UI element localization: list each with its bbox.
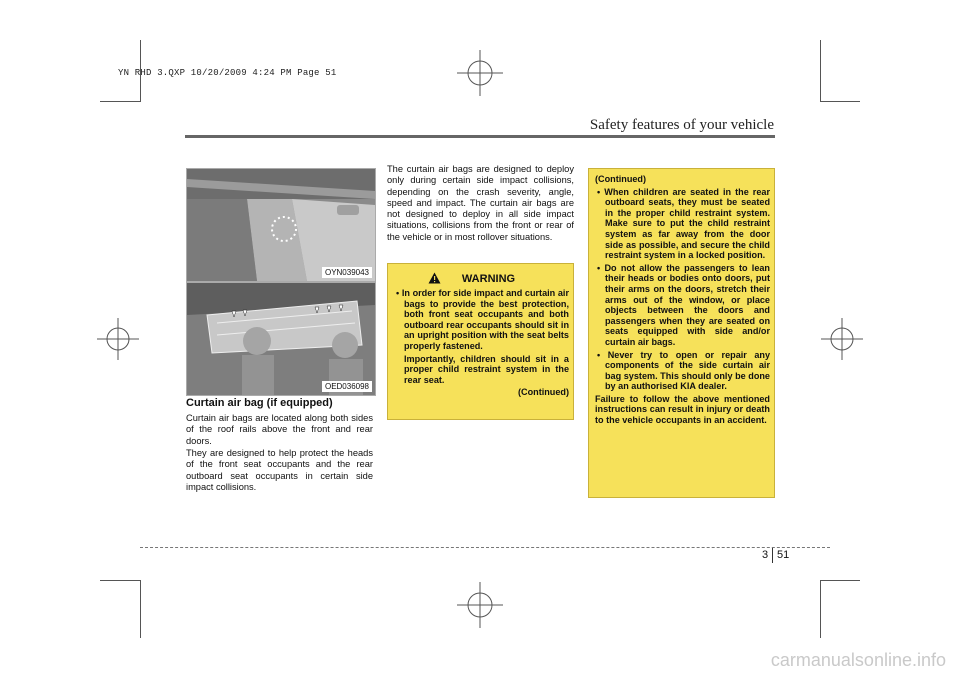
print-slug: YN RHD 3.QXP 10/20/2009 4:24 PM Page 51 [118,68,337,78]
photo-curtain-airbag-pillar [186,168,376,282]
crop-mark [820,580,821,638]
registration-mark-right [819,316,865,362]
registration-mark-top [455,48,505,98]
warning-bullet-text: Do not allow the passengers to lean their heads or bodies onto doors, put their arms on the doors, stretch their arms out of the window, or place objects between the doors and passengers when they are seated on seats equipped with side and/or curtain air bags. [604,262,770,347]
warning-bullet: • Do not allow the passengers to lean their heads or bodies onto doors, put their arms on the doors, stretch their arms out of the window, or place objects between the doors and passengers when they are seated on seats equipped with side and/or curtain air bags. [597,262,770,347]
warning-box [387,263,574,420]
footer-rule [140,547,830,548]
page-number: 51 [777,549,790,561]
section-title: Safety features of your vehicle [589,117,774,133]
warning-bullet: • Never try to open or repair any components of the side curtain air bag system. This should only be done by an authorised KIA dealer. [597,349,771,392]
photo-code: OYN039043 [322,267,372,278]
crop-mark [820,580,860,581]
curtain-airbag-heading: Curtain air bag (if equipped) [186,397,333,409]
photo-code: OED036098 [322,381,372,392]
warning-closing: Failure to follow the above mentioned instructions can result in injury or death to the vehicle occupants in an accident. [595,393,770,426]
crop-mark [140,580,141,638]
warning-continued: (Continued) [517,387,569,398]
warning-bullet-text: Never try to open or repair any components of the side curtain air bag system. This should only be done by an authorised KIA dealer. [605,349,771,392]
warning-bullet: • In order for side impact and curtain air bags to provide the best protection, both front seat occupants and both outboard rear occupants should sit in an upright position with the seat belts properly fastened. [396,288,569,351]
curtain-paragraph-1: Curtain air bags are located along both sides of the roof rails above the front and rear doors. [186,413,373,446]
crop-mark [100,101,140,102]
page-number-divider [772,548,773,563]
registration-mark-bottom [455,580,505,630]
title-rule [185,135,775,138]
warning-bullet-continuation: Importantly, children should sit in a proper child restraint system in the rear seat. [404,353,569,385]
warning-bullet-text: In order for side impact and curtain air bags to provide the best protection, both front seat occupants and both outboard rear occupants should sit in an upright position with the seat belts properly fastened. [401,288,569,351]
warning-bullet: • When children are seated in the rear outboard seats, they must be seated in the proper child restraint system. Make sure to put the child restraint system as far away from the door side as possible, and secure the child restraint system in a locked position. [597,186,770,261]
middle-paragraph: The curtain air bags are designed to deploy only during certain side impact collisions, depending on the crash severity, angle, speed and impact. The curtain air bags are not designed to deploy in all side impact situations, collisions from the front or rear of the vehicle or in most rollover situations. [387,164,574,242]
watermark: carmanualsonline.info [770,650,946,670]
continued-label: (Continued) [595,174,647,184]
registration-mark-left [95,316,141,362]
warning-title: WARNING [461,273,516,285]
crop-mark [820,101,860,102]
deployed-airbag-illustration [187,283,375,395]
crop-mark [820,40,821,102]
warning-box-continued [588,168,775,498]
warning-bullet-text: When children are seated in the rear outboard seats, they must be seated in the proper child restraint system. Make sure to put the child restraint system as far away from the door side as possible, and secure the child restraint system in a locked position. [604,186,770,261]
curtain-paragraph-2: They are designed to help protect the heads of the front seat occupants and the rear outboard seat occupants in certain side impact collisions. [186,448,373,492]
photo-curtain-airbag-deployed [186,282,376,396]
pillar-illustration [187,169,375,281]
chapter-number: 3 [762,549,769,561]
crop-mark [100,580,140,581]
